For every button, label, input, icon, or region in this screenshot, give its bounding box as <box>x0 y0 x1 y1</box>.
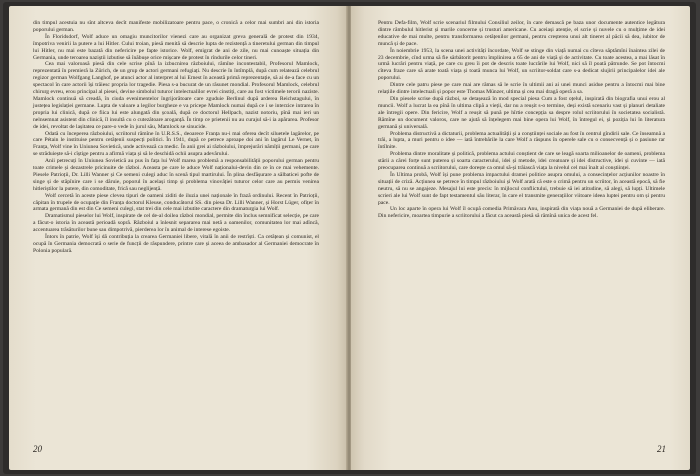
page-number: 20 <box>33 444 42 454</box>
book-spread <box>3 2 696 474</box>
right-page-text <box>378 20 665 220</box>
paragraph: Cea mai valoroasă piesă din cele scrise pînă la izbucnirea războiului, rămîne incontestabil, Profesorul Mamlock, reprezentată în premieră la Zürich, de un grup de actori germani refugiați. Nu descrie în întîmplă, după cum relatează celebrul regizor german Wolfgang Langhof, pe atunci actor al interpret al lui Ernest în această primă reprezentație, să ai de-a face cu un spectacol în care actorii își trăiesc propria lor tragedie. Piesa s-a bucurat de un răsunet mondial. Profesorul Mamlock, celebrul chirurg evreu, erou principal al piesei, devine simbolul tuturor intelectualilor evrei cinstiți, care au fost victimele terorii naziste. Mamlock continuă să creadă, în ciuda evenimentelor îngrijorătoare care zguduie Berlinul după arderea Reichstagului, în justețea legislației germane. Lupta de valoare a legilor burgheze e va pricepe Mamlock numai după ce i se interzice intrarea în propria lui clinică, după ce fiica lui este alungată din școală, după ce doctorul Hellpach, nazist notoriu, pînă mai ieri un nelnsemnat asistent din clinică, îl insultă cu o cutezătoare aroganță. În timp ce prietenii nu au curajul să-i ia apărarea. Profesor de idei, revoltat de lașitatea ce pare-o vede în jurul său, Mamlock se sinucide. <box>33 61 319 130</box>
right-page <box>351 6 690 470</box>
paragraph: Pentru Defa-film, Wolf scrie scenariul filmului Consiliul zeilor, în care demască pe baza unor documente autentice legătura dintre rămbulul hitlerist și marile concerne și trusturi americane. Cu aceiași atenție, el scrie și nuvele cu o mulțime de idei educative de mai multe, pentru transformarea cetățenilor germani, pentru creșterea unui alt tineret al păcii să dea, iubitor de muncă și de pace. <box>378 20 665 47</box>
paragraph: din timpul acestuia nu sînt altceva decît manifeste mobilizatoare pentru pace, o cronică a celor mai sumbri ani din istoria poporului german. <box>33 20 319 33</box>
paragraph: Un loc aparte în opera lui Wolf îl ocupă comedia Primăvara Anu, inspirată din viața nouă a Germaniei de după eliberare. Din nefericire, moartea timpurie a scriitorului a făcut ca această piesă să rămînă unica de acest fel. <box>378 206 665 220</box>
paragraph: Dintre cele patru piese pe care mai are rămas să le scrie în ultimii ani ai unei munci asidue pentru a întocmi mai bine relațiile dintre intelectuali și popor este Thomas Münzer, ultima și cea mai dragă operă a sa. <box>378 82 665 96</box>
paragraph: Întors în patrie, Wolf își dă contribuția la crearea Germaniei libere, vitală în anii de restrîști. Ca cetățean și comunist, el ocupă în Germania democrată o serie de funcții de răspundere, printre care și aceea de ambasador al Germaniei democrate în Polonia populară. <box>33 234 319 254</box>
paragraph: Anii petrecuți în Uniunea Sovietică au pus în fața lui Wolf marea problemă a responsabilității poporului german pentru toate crimele și dezastrele pricinuite de război. Aceasta pe care le aduce Wolf naționalui-devin din ce în ce mai vehemente. Piesele Patrioții, Dr. Lilli Wanner și Ce semeni culegi aduc în scenă tipul martirului. În plina desfășurare a sălbaticei pofte de singe și de stăpînire care i se dăruie, poporul în același timp și problema vinovăției tuturor celor care au permis venirea hitleriștilor la putere, din comoditate, frică sau neglijență. <box>33 158 319 192</box>
paragraph: În noiembrie 1953, la scena unei activități încordate, Wolf se stinge din viață numai cu cîteva săptămîni înaintea zilei de 23 decembrie, cînd urma să fie sărbătorit pentru împlinirea a 65 de ani de viață și de activitate. Cu toate acestea, a mai lăsat în urmă lucrări pentru viață, pe care cu greu îi pot de descris toate lucrările lui Wolf, nici să îl poată pătrunde. Se pot întocmi cîteva fraze care să arate toată viața și toată munca lui Wolf, un scriitor-soldat care s-a dedicat slujirii principalelor idei ale poporului. <box>378 47 665 82</box>
paragraph: În Floridsdorf, Wolf aduce un omagiu muncitorilor vienezi care au organizat greva generală de protest din 1934, împotriva venirii la putere a lui Hitler. Cului troian, piesă menită să descrie lupta de rezistență a tineretului german din timpul lui Hitler, nu mai este bazată din nefericire pe fapte istorice. Wolf, emigrat de ani de zile, nu mai cunoaște situația din Germania, unde teroarea naziștii izbutise să înăbușe orice mișcare de protest în rîndurile celor tineri. <box>33 33 319 61</box>
paragraph: În Ultima probă, Wolf își pune problema impactului dramei politice asupra omului, a consecințelor acțiunilor noastre în situații de criză. Acțiunea se petrece în timpul războiului și Wolf arată că este o crimă pentru un scriitor, în această epocă, să fie neutru, să nu se angajeze. Mesajul lui este precis: în mijlocul conflictului, trebuie să iei atitudine, să alegi, să lupți. Ultimele scrieri ale lui Wolf sunt de fapt testamentul său literar, în care el transmite generațiilor viitoare ideea luptei pentru om și pentru pace. <box>378 171 665 206</box>
paragraph: Din piesele scrise după război, se detașează în mod special piesa Cum a fost oțelul, inspirată din biografia unui erou al muncii. Wolf a lucrat la ea pînă în ultima clipă a vieții, dar nu a reușit s-o termine, deși există scenariu vast și planuri detaliate ale întregii opere. Din fericire, Wolf a reușit să pună pe hîrtie concepția sa despre rolul scriitorului în societatea socialistă. Rămîne un document valoros, care ne ajută să înțelegem mai bine opera lui Wolf, în întregul ei, și poziția lui în literatura germană și universală. <box>378 95 665 130</box>
left-page-text <box>33 20 319 255</box>
paragraph: Dramatismul pieselor lui Wolf, inspirate de cel de-al doilea război mondial, permite din înclus semnificat selecție, pe care a făcut-o istoria în această perioadă sopră. Războiul a înlesnit separarea mai netă a oamenilor, comunitatea lor mai adîncă, accentuarea trăsăturilor bune sau dimpotrivă, pierderea lor în animal de interese egoiste. <box>33 213 319 234</box>
paragraph: Problema distructivă a dictaturii, problema actualității și a conștiinței sociale au fost în centrul gîndirii sale. Ce înseamnă a trăi, a lupta, a muri pentru o idee — iată întrebările la care Wolf a răspuns în operele sale cu o consecvență și o pasiune rar întîlnite. <box>378 130 665 151</box>
paragraph: Odată cu începerea războiului, scriitorul rămîne în U.R.S.S., deoarece Franța nu-i mai oferea decît siluetele lagărelor, pe care Pétain le instituise pentru cetățenii suspecți politici. În 1941, după ce petrece aproape doi ani în lagărul Le Vernet, în Franța, Wolf vine în Uniunea Sovietică, unde activează ca medic. În anii grei ai războiului, împrejurări nămîții germani, pe care se străduiește să-i cîștige pentru a afirmă viața și să le deschidă ochii asupra adevărului. <box>33 130 319 158</box>
page-number: 21 <box>657 444 666 454</box>
paragraph: Wolf cercetă în aceste piese clevea tipuri de oameni ziditi de iluzia unei naționale în frază ordinului. Recent în Patrioții, căpitan în trupele de ocupație din Franța doctorul Kleuse, conducătorul SS. din piesa Dr. Lilli Wanner, și Horst Lüger, ofițer în armata germană din est din Ce semeni culegi, stat trei din cele mai izbutite caractere din dramaturgia lui Wolf. <box>33 192 319 213</box>
paragraph: Problema dintre moralitate și politică, problema actului conștient de care se leagă soarta milioanelor de oameni, problema stării a cărei forțe sunt puterea și soarta caracterului, idei și metode, idei creatoare și idei distructive, idei și cuvinte — iată preocuparea continuă a scriitorului, care dorește ca omul să-și trăiască viața la nivelul cel mai înalt al conștiinței. <box>378 151 665 172</box>
left-page <box>9 6 347 470</box>
